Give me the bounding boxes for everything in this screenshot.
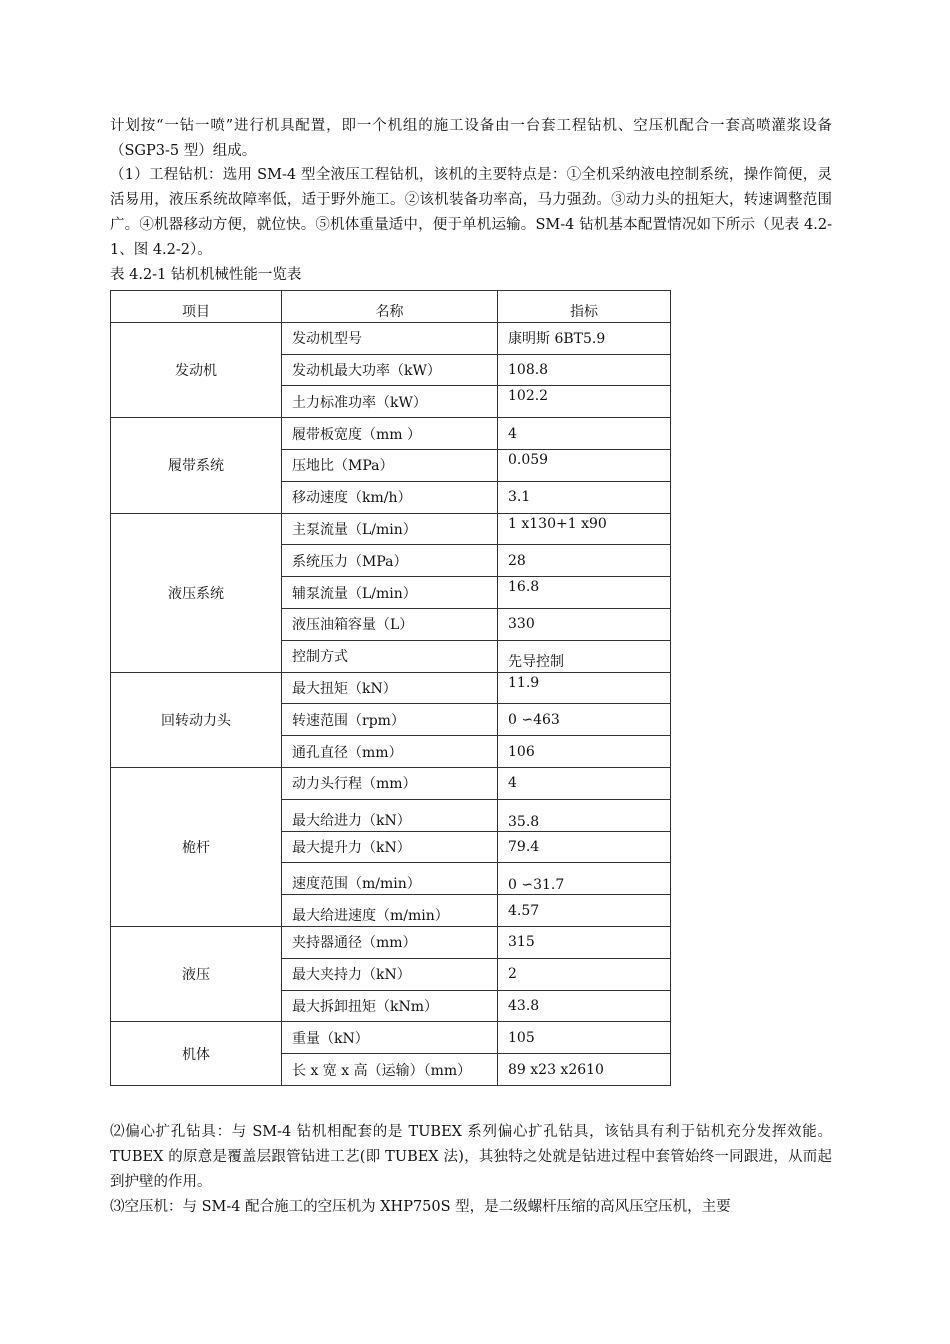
- drill-paragraph: （1）工程钻机：选用 SM-4 型全液压工程钻机，该机的主要特点是：①全机采纳液电控制系统，操作简便，灵活易用，液压系统故障率低，适于野外施工。②该机装备功率高，马力强劲。③动力头的扭矩大，转速调整范围广。④机器移动方便，就位快。⑤机体重量适中，便于单机运输。SM-4 钻机基本配置情况如下所示（见表 4.2-1、图 4.2-2）。: [110, 167, 832, 258]
- item-name-cell: 压地比（MPa）: [282, 449, 498, 481]
- item-value-cell: 0 ∽31.7: [498, 863, 671, 895]
- item-name-cell: 最大扭矩（kN）: [282, 672, 498, 704]
- item-name-cell: 控制方式: [282, 640, 498, 672]
- item-value-cell: 108.8: [498, 354, 671, 386]
- group-name-cell: 桅杆: [111, 767, 282, 926]
- item-value-cell: 0 ∽463: [498, 704, 671, 736]
- item-name-cell: 发动机最大功率（kW）: [282, 354, 498, 386]
- item-name-cell: 主泵流量（L/min）: [282, 513, 498, 545]
- item-value-cell: 康明斯 6BT5.9: [498, 322, 671, 354]
- item-name-cell: 最大拆卸扭矩（kNm）: [282, 990, 498, 1022]
- group-name-cell: 回转动力头: [111, 672, 282, 767]
- item-name-cell: 重量（kN）: [282, 1022, 498, 1054]
- intro-paragraph: 计划按“一钻一喷”进行机具配置，即一个机组的施工设备由一台套工程钻机、空压机配合一套高喷灌浆设备（SGP3-5 型）组成。: [110, 118, 832, 159]
- item-name-cell: 最大给进速度（m/min）: [282, 895, 498, 927]
- item-name-cell: 辅泵流量（L/min）: [282, 577, 498, 609]
- item-value-cell: 先导控制: [498, 640, 671, 672]
- item-name-cell: 系统压力（MPa）: [282, 545, 498, 577]
- item-value-cell: 11.9: [498, 672, 671, 704]
- item-name-cell: 液压油箱容量（L）: [282, 608, 498, 640]
- item-name-cell: 最大夹持力（kN）: [282, 958, 498, 990]
- item-name-cell: 最大给进力（kN）: [282, 799, 498, 831]
- item-value-cell: 4: [498, 767, 671, 799]
- header-value: 指标: [498, 291, 671, 323]
- table-row: [111, 767, 671, 799]
- item-value-cell: 315: [498, 926, 671, 958]
- item-name-cell: 最大提升力（kN）: [282, 831, 498, 863]
- item-value-cell: 0.059: [498, 449, 671, 481]
- item-value-cell: 28: [498, 545, 671, 577]
- group-name-cell: 液压系统: [111, 513, 282, 672]
- item-name-cell: 夹持器通径（mm）: [282, 926, 498, 958]
- compressor-paragraph: ⑶空压机：与 SM-4 配合施工的空压机为 XHP750S 型，是二级螺杆压缩的高风压空压机，主要: [110, 1199, 731, 1215]
- item-value-cell: 79.4: [498, 831, 671, 863]
- table-caption: 表 4.2-1 钻机机械性能一览表: [110, 267, 302, 283]
- item-name-cell: 履带板宽度（mm ）: [282, 418, 498, 450]
- table-row: [111, 513, 671, 545]
- item-name-cell: 动力头行程（mm）: [282, 767, 498, 799]
- group-name-cell: 机体: [111, 1022, 282, 1086]
- item-name-cell: 土力标准功率（kW）: [282, 386, 498, 418]
- table-header-row: [111, 291, 671, 323]
- item-name-cell: 发动机型号: [282, 322, 498, 354]
- item-value-cell: 4.57: [498, 895, 671, 927]
- table-row: [111, 1022, 671, 1054]
- group-name-cell: 液压: [111, 926, 282, 1021]
- item-value-cell: 102.2: [498, 386, 671, 418]
- table-row: [111, 322, 671, 354]
- item-value-cell: 3.1: [498, 481, 671, 513]
- item-value-cell: 16.8: [498, 577, 671, 609]
- table-row: [111, 672, 671, 704]
- item-value-cell: 2: [498, 958, 671, 990]
- item-value-cell: 43.8: [498, 990, 671, 1022]
- drill-spec-table: [110, 290, 671, 1086]
- header-item: 项目: [111, 291, 282, 323]
- bit-paragraph: ⑵偏心扩孔钻具：与 SM-4 钻机相配套的是 TUBEX 系列偏心扩孔钻具，该钻具有利于钻机充分发挥效能。TUBEX 的原意是覆盖层跟管钻进工艺(即 TUBEX 法)，其独特之处就是钻进过程中套管始终一同跟进，从而起到护壁的作用。: [110, 1124, 832, 1190]
- item-name-cell: 移动速度（km/h）: [282, 481, 498, 513]
- item-name-cell: 转速范围（rpm）: [282, 704, 498, 736]
- item-value-cell: 106: [498, 736, 671, 768]
- item-value-cell: 35.8: [498, 799, 671, 831]
- item-value-cell: 105: [498, 1022, 671, 1054]
- item-value-cell: 1 x130+1 x90: [498, 513, 671, 545]
- group-name-cell: 发动机: [111, 322, 282, 417]
- table-row: [111, 926, 671, 958]
- item-name-cell: 长 x 宽 x 高（运输）（mm）: [282, 1054, 498, 1086]
- header-name: 名称: [282, 291, 498, 323]
- group-name-cell: 履带系统: [111, 418, 282, 513]
- table-body: [111, 322, 671, 1085]
- item-name-cell: 速度范围（m/min）: [282, 863, 498, 895]
- item-value-cell: 330: [498, 608, 671, 640]
- item-value-cell: 89 x23 x2610: [498, 1054, 671, 1086]
- item-name-cell: 通孔直径（mm）: [282, 736, 498, 768]
- item-value-cell: 4: [498, 418, 671, 450]
- table-row: [111, 418, 671, 450]
